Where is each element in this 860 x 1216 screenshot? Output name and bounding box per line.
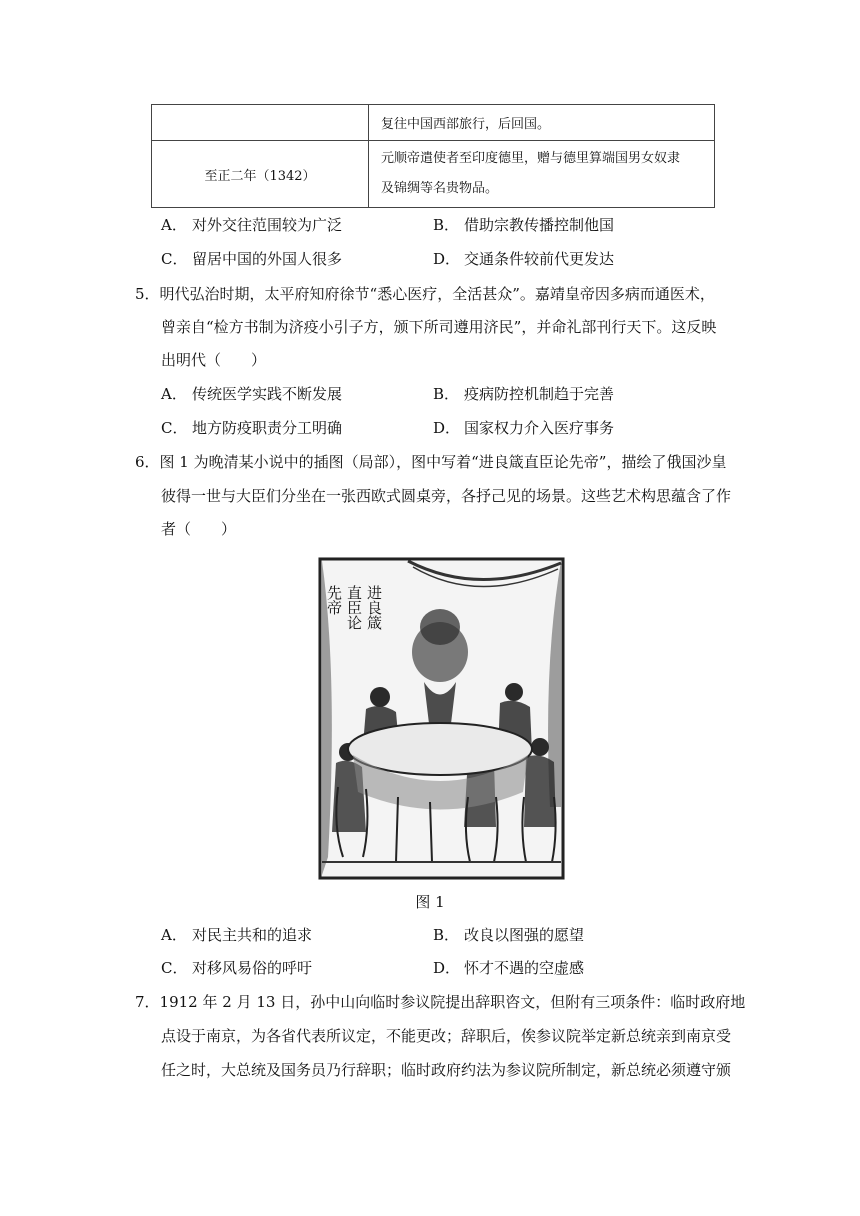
- option-key: B．: [433, 385, 460, 403]
- table-row: [152, 105, 715, 141]
- option-text: 国家权力介入医疗事务: [464, 419, 615, 437]
- q5-stem-line: 曾亲自“检方书制为济疫小引子方，颁下所司遵用济民”，并命礼部刊行天下。这反映: [161, 318, 717, 336]
- option-text: 疫病防控机制趋于完善: [464, 385, 615, 403]
- option-key: A．: [161, 216, 187, 234]
- option-text: 改良以图强的愿望: [464, 926, 585, 944]
- q6-option-a[interactable]: [161, 925, 312, 945]
- q6-option-b[interactable]: [433, 925, 584, 945]
- option-key: D．: [433, 959, 461, 977]
- option-text: 交通条件较前代更发达: [464, 250, 615, 268]
- option-key: C．: [161, 419, 188, 437]
- table-cell-line: 及锦绸等名贵物品。: [381, 181, 499, 196]
- q7-stem-line: 任之时，大总统及国务员乃行辞职；临时政府约法为参议院所制定，新总统必须遵守颁: [161, 1061, 732, 1079]
- history-table: [151, 104, 715, 208]
- table-row: [152, 141, 715, 208]
- option-text: 对移风易俗的呼吁: [192, 959, 313, 977]
- table-cell-year: 至正二年（1342）: [152, 141, 369, 208]
- q4-option-d[interactable]: [433, 249, 614, 269]
- option-text: 地方防疫职责分工明确: [192, 419, 343, 437]
- option-text: 借助宗教传播控制他国: [464, 216, 615, 234]
- table-cell-year: [152, 105, 369, 141]
- q6-option-c[interactable]: [161, 958, 312, 978]
- q7-stem-line: 点设于南京，为各省代表所议定，不能更改；辞职后，俟参议院举定新总统亲到南京受: [161, 1027, 732, 1045]
- option-key: C．: [161, 959, 188, 977]
- option-key: B．: [433, 926, 460, 944]
- figure-1-illustration: [318, 557, 565, 880]
- q5-stem-line: 5．明代弘治时期，太平府知府徐节“悉心医疗，全活甚众”。嘉靖皇帝因多病而通医术，: [135, 285, 715, 303]
- q5-option-d[interactable]: [433, 418, 614, 438]
- table-cell-event: [369, 141, 715, 208]
- q6-stem-line: 者（ ）: [161, 520, 237, 538]
- option-text: 对民主共和的追求: [192, 926, 313, 944]
- table-cell-line: 元顺帝遣使者至印度德里，赠与德里算端国男女奴隶: [381, 151, 681, 166]
- option-text: 对外交往范围较为广泛: [192, 216, 343, 234]
- inscription-col: 直臣论: [345, 585, 363, 630]
- q5-option-b[interactable]: [433, 384, 614, 404]
- q5-stem-line: 出明代（ ）: [161, 351, 267, 369]
- table-cell-event: 复往中国西部旅行，后回国。: [369, 105, 715, 141]
- figure-caption: 图 1: [415, 893, 445, 911]
- q4-option-c[interactable]: [161, 249, 342, 269]
- inscription-col: 进良箴: [365, 585, 383, 630]
- q5-option-c[interactable]: [161, 418, 342, 438]
- q4-option-b[interactable]: [433, 215, 614, 235]
- option-text: 传统医学实践不断发展: [192, 385, 343, 403]
- option-key: D．: [433, 419, 461, 437]
- option-key: B．: [433, 216, 460, 234]
- q4-option-a[interactable]: [161, 215, 342, 235]
- option-key: D．: [433, 250, 461, 268]
- inscription-col: 先帝: [325, 585, 343, 615]
- option-text: 怀才不遇的空虚感: [464, 959, 585, 977]
- q6-option-d[interactable]: [433, 958, 584, 978]
- option-key: A．: [161, 926, 187, 944]
- q6-stem-line: 6．图 1 为晚清某小说中的插图（局部），图中写着“进良箴直臣论先帝”，描绘了俄国沙皇: [135, 453, 727, 471]
- option-key: C．: [161, 250, 188, 268]
- q7-stem-line: 7．1912 年 2 月 13 日，孙中山向临时参议院提出辞职咨文，但附有三项条件：临时政府地: [135, 993, 746, 1011]
- option-text: 留居中国的外国人很多: [192, 250, 343, 268]
- q6-stem-line: 彼得一世与大臣们分坐在一张西欧式圆桌旁，各抒己见的场景。这些艺术构思蕴含了作: [161, 487, 732, 505]
- q5-option-a[interactable]: [161, 384, 342, 404]
- option-key: A．: [161, 385, 187, 403]
